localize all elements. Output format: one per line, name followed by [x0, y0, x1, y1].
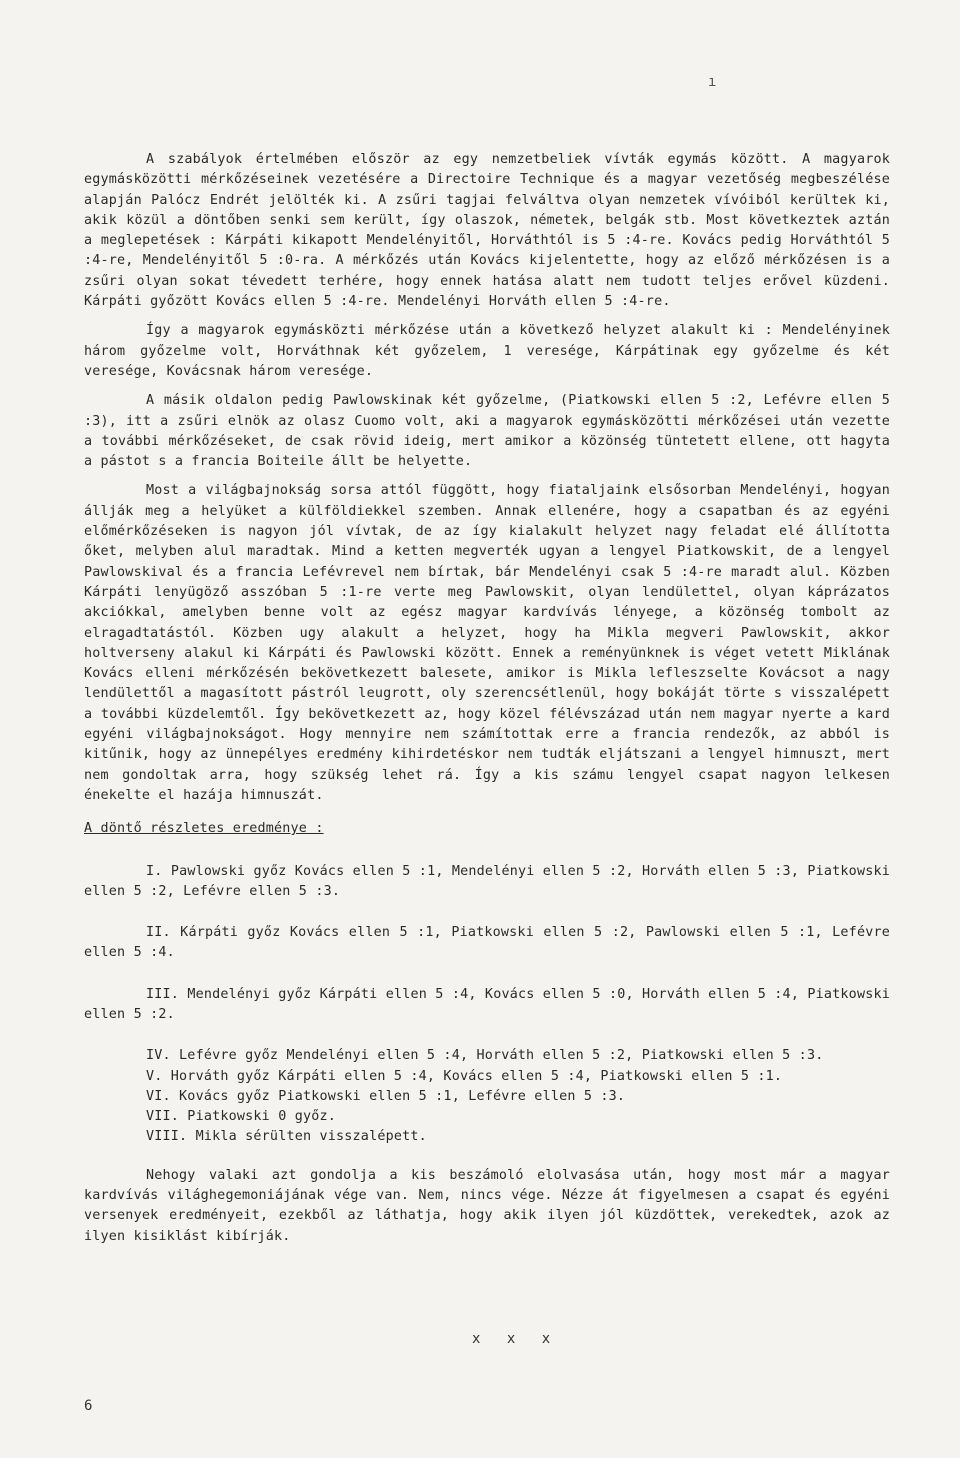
result-item-7: VII. Piatkowski 0 győz. — [146, 1109, 337, 1125]
paragraph-1: A szabályok értelmében először az egy nemzetbeliek vívták egymás között. A magyarok egymásközötti mérkőzéseinek vezetésére a Directoire Technique és a magyar vezetőség megbeszélése alapján Palócz Endrét jelölték ki. A zsűri tagjai felváltva olyan nemzetek vívóiból kerültek ki, akik közül a döntőben senki sem került, így olaszok, németek, belgák stb. Most következtek aztán a meglepetések : Kárpáti kikapott Mendelényitől, Horváthtól is 5 :4-re. Kovács pedig Horváthtól 5 :4-re, Mendelényitől 5 :0-ra. A mérkőzés után Kovács kijelentette, hogy az előző mérkőzésen is a zsűri olyan sokat tévedett terhére, hogy ennek hatása alatt nem tudott teljes erővel küzdeni. Kárpáti győzött Kovács ellen 5 :4-re. Mendelényi Horváth ellen 5 :4-re. — [84, 152, 890, 310]
paragraph-3: A másik oldalon pedig Pawlowskinak két győzelme, (Piatkowski ellen 5 :2, Lefévre ellen 5 :3), itt a zsűri elnök az olasz Cuomo volt, aki a magyarok egymásközötti mérkőzései után vezette a további mérkőzéseket, de csak rövid ideig, mert amikor a közönség tüntetett ellene, ott hagyta a pástot s a francia Boiteile állt be helyette. — [84, 393, 890, 470]
results-list — [84, 862, 890, 1148]
results-heading: A döntő részletes eredménye : — [84, 821, 324, 837]
result-item-1: I. Pawlowski győz Kovács ellen 5 :1, Mendelényi ellen 5 :2, Horváth ellen 5 :3, Piatkowski ellen 5 :2, Lefévre ellen 5 :3. — [84, 863, 890, 899]
corner-mark: ı — [708, 74, 717, 90]
result-item-5: V. Horváth győz Kárpáti ellen 5 :4, Kovács ellen 5 :4, Piatkowski ellen 5 :1. — [146, 1068, 783, 1084]
result-item-6: VI. Kovács győz Piatkowski ellen 5 :1, Lefévre ellen 5 :3. — [146, 1088, 626, 1104]
document-body — [84, 150, 890, 1256]
section-separator: x x x — [472, 1331, 560, 1347]
result-item-2: II. Kárpáti győz Kovács ellen 5 :1, Piatkowski ellen 5 :2, Pawlowski ellen 5 :1, Lefévre ellen 5 :4. — [84, 925, 890, 961]
paragraph-2: Így a magyarok egymásközti mérkőzése után a következő helyzet alakult ki : Mendelényinek három győzelme volt, Horváthnak két győzelem, 1 veresége, Kárpátinak egy győzelme és két veresége, Kovácsnak három veresége. — [84, 323, 890, 379]
result-item-4: IV. Lefévre győz Mendelényi ellen 5 :4, Horváth ellen 5 :2, Piatkowski ellen 5 :3. — [146, 1048, 824, 1064]
page-number: 6 — [84, 1398, 93, 1414]
result-item-3: III. Mendelényi győz Kárpáti ellen 5 :4, Kovács ellen 5 :0, Horváth ellen 5 :4, Piatkowski ellen 5 :2. — [84, 986, 890, 1022]
closing-paragraph: Nehogy valaki azt gondolja a kis beszámoló elolvasása után, hogy most már a magyar kardvívás világhegemoniájának vége van. Nem, nincs vége. Nézze át figyelmesen a csapat és egyéni versenyek eredményeit, ezekből az láthatja, hogy akik ilyen jól küzdöttek, verekedtek, azok az ilyen kisiklást kibírják. — [84, 1167, 890, 1244]
paragraph-4: Most a világbajnokság sorsa attól függött, hogy fiataljaink elsősorban Mendelényi, hogyan állják meg a helyüket a külföldiekkel szemben. Annak ellenére, hogy a csapatban és az egyéni előmérkőzéseken is nagyon jól vívtak, de az így kialakult helyzet nagy feladat elé állította őket, melyben alul maradtak. Mind a ketten megverték ugyan a lengyel Piatkowskit, de a lengyel Pawlowskival és a francia Lefévrevel nem bírtak, bár Mendelényi csak 5 :4-re maradt alul. Közben Kárpáti lenyügöző asszóban 5 :1-re verte meg Pawlowskit, olyan lendülettel, olyan káprázatos akciókkal, amelyben benne volt az egész magyar kardvívás lényege, a közönség tombolt az elragadtatástól. Közben ugy alakult a helyzet, hogy ha Mikla megveri Pawlowskit, akkor holtverseny alakul ki Kárpáti és Pawlowski között. Ennek a reményünknek is véget vetett Miklának Kovács elleni mérkőzésén bekövetkezett balesete, amikor is Mikla lefleszselte Kovácsot a nagy lendülettől a magasított pástról leugrott, oly szerencsétlenül, hogy bokáját törte s visszalépett a további küzdelemtől. Így bekövetkezett az, hogy közel félévszázad után nem magyar nyerte a kard egyéni világbajnokságot. Hogy mennyire nem számítottak erre a francia rendezők, az abból is kitűnik, hogy az ünnepélyes eredmény kihirdetéskor nem tudták eljátszani a lengyel himnuszt, mert nem gondoltak arra, hogy szükség lehet rá. Így a kis számu lengyel csapat nagyon lelkesen énekelte el hazája himnuszát. — [84, 483, 890, 803]
result-item-8: VIII. Mikla sérülten visszalépett. — [146, 1129, 427, 1145]
